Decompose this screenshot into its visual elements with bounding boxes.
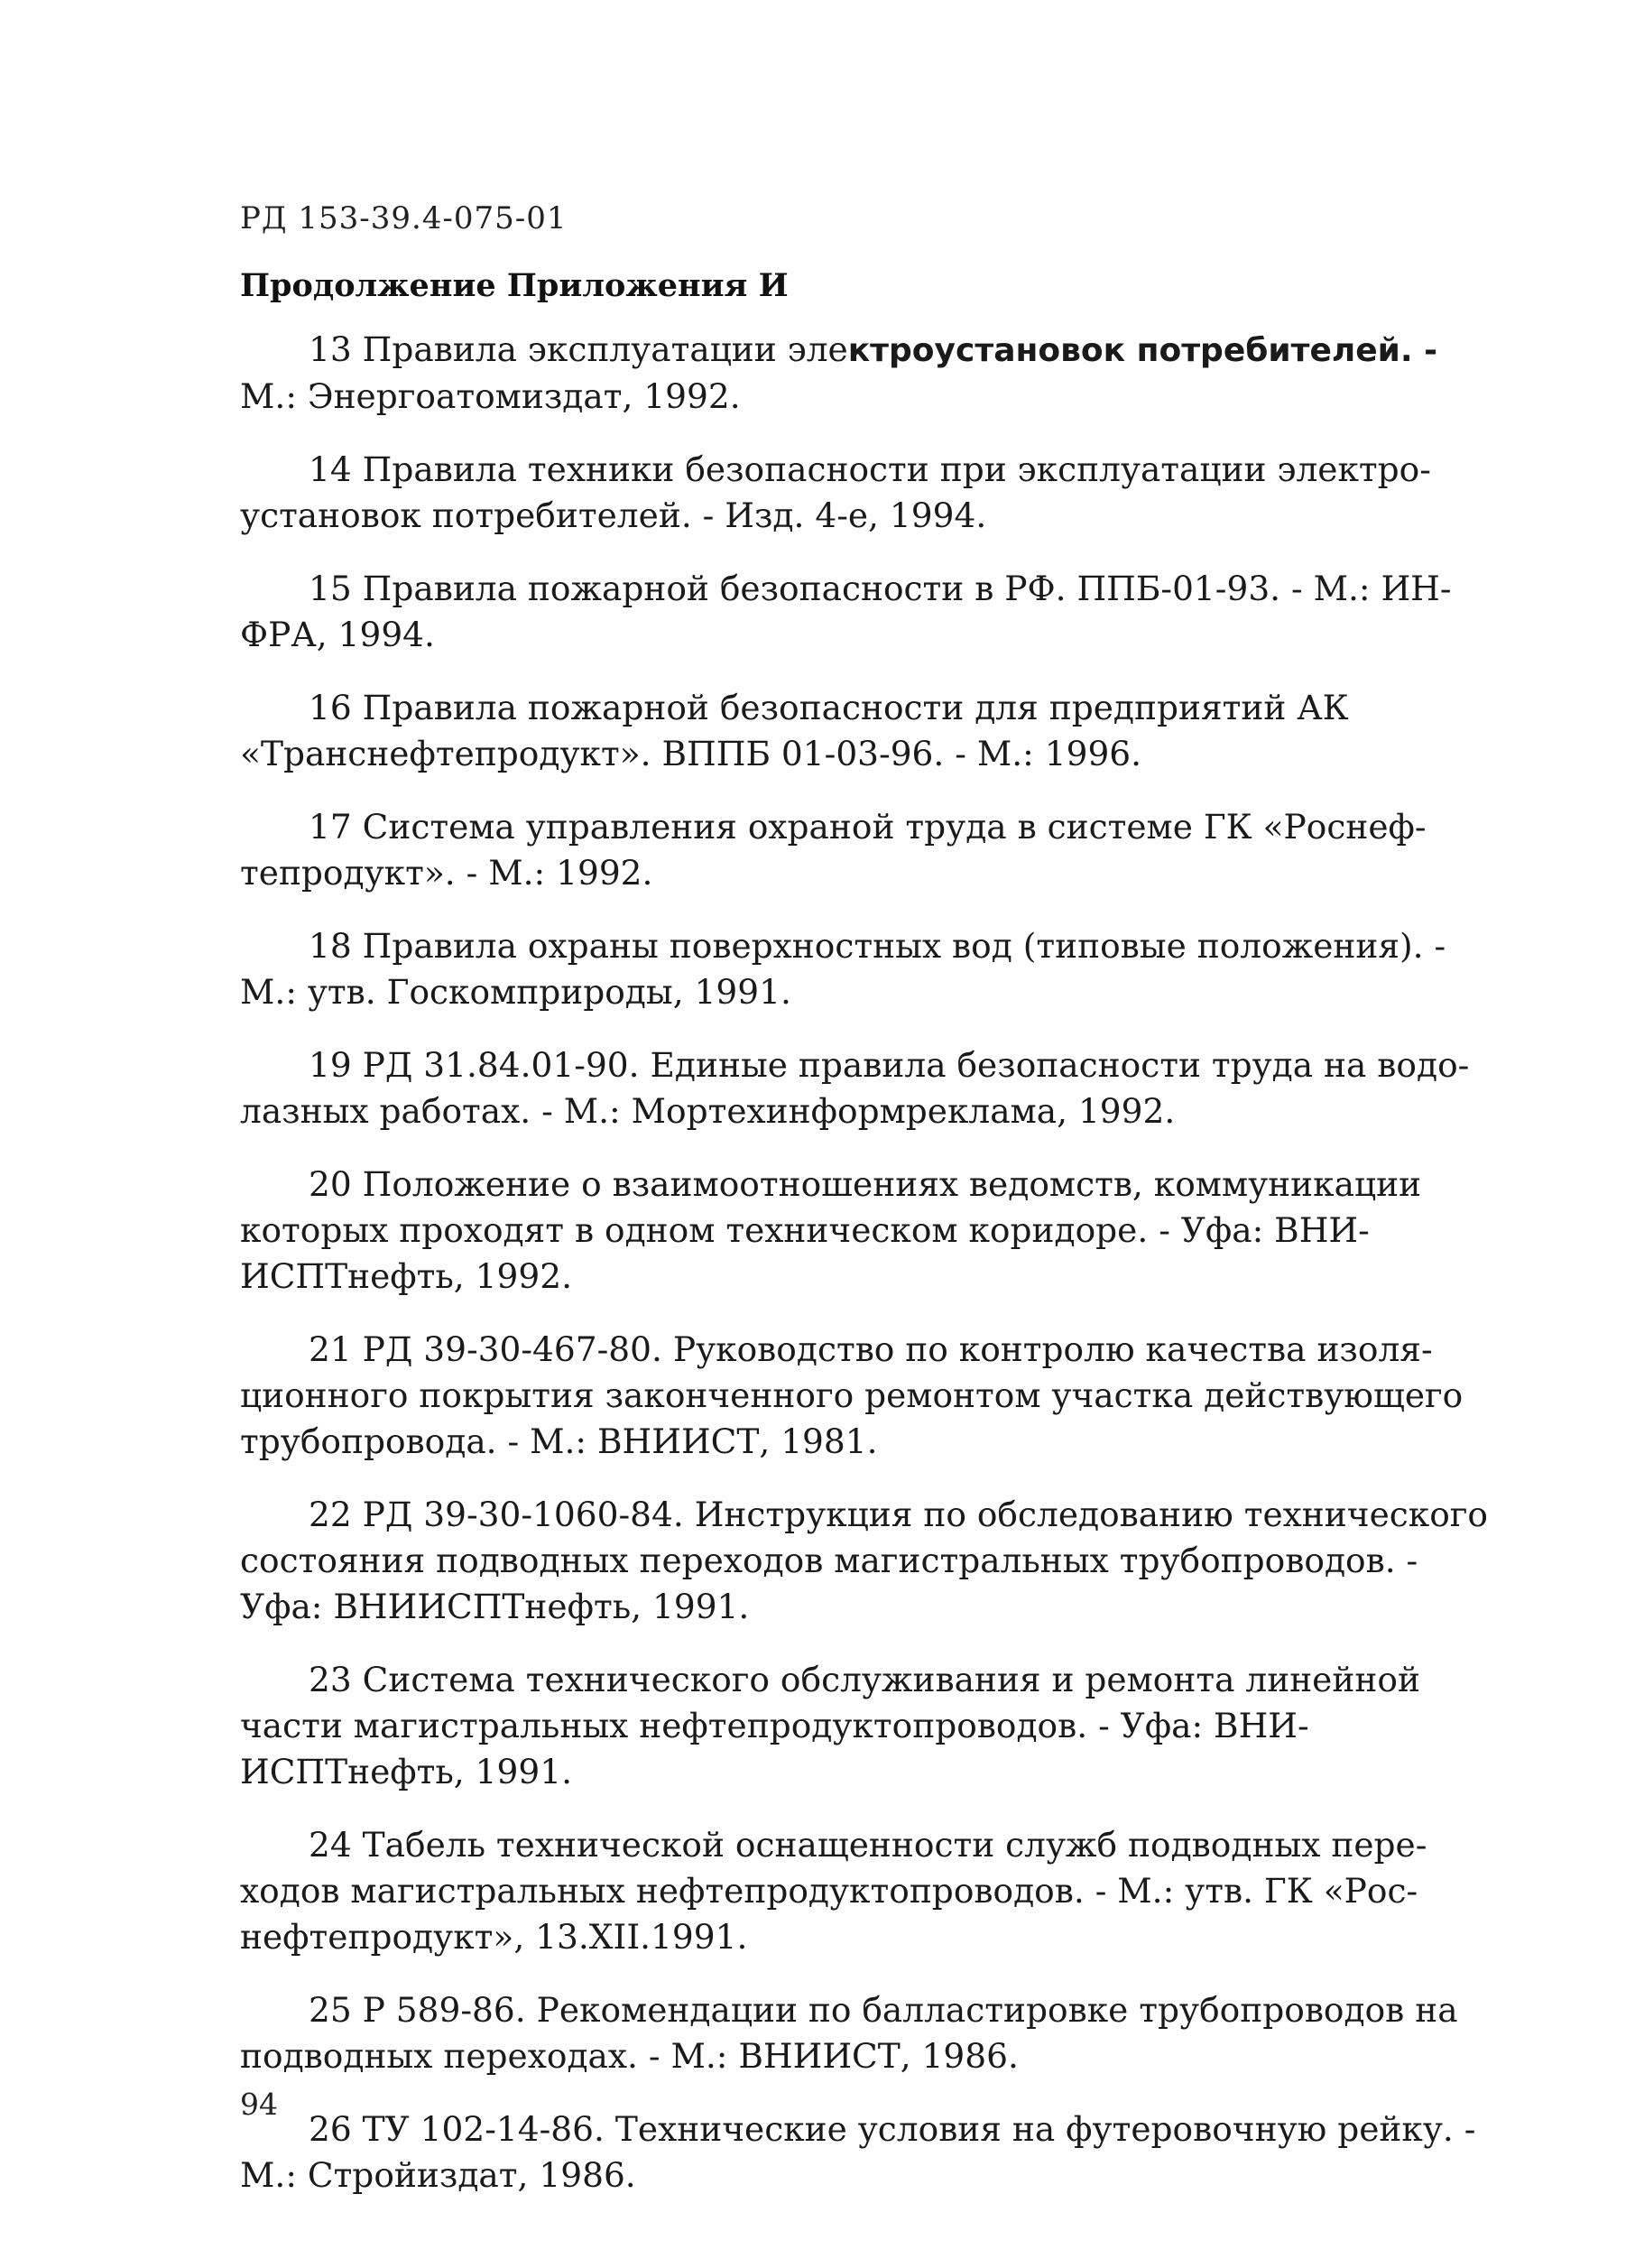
reference-line: части магистральных нефтепродуктопроводов. - Уфа: ВНИ-: [240, 1706, 1309, 1745]
reference-line: ционного покрытия законченного ремонтом участка действующего: [240, 1375, 1464, 1415]
reference-item: [240, 804, 1427, 896]
reference-item: [240, 685, 1422, 777]
reference-item: [240, 1327, 1464, 1465]
reference-item: [240, 1822, 1427, 1960]
reference-line: лазных работах. - М.: Мортехинформреклама, 1992.: [240, 1091, 1176, 1131]
reference-line: подводных переходах. - М.: ВНИИСТ, 1986.: [240, 2036, 1019, 2076]
reference-item: [240, 447, 1431, 539]
reference-list: [240, 327, 1489, 2226]
reference-item: [240, 1657, 1422, 1795]
reference-item: [240, 566, 1452, 658]
reference-line: ходов магистральных нефтепродуктопроводов. - М.: утв. ГК «Рос-: [240, 1871, 1418, 1911]
section-title: Продолжение Приложения И: [240, 267, 789, 304]
reference-line: ИСПТнефть, 1992.: [240, 1256, 573, 1296]
reference-line: 16 Правила пожарной безопасности для предприятий АК: [309, 688, 1349, 727]
reference-line: 26 ТУ 102-14-86. Технические условия на футеровочную рейку. -: [309, 2109, 1476, 2149]
reference-line: 21 РД 39-30-467-80. Руководство по контролю качества изоля-: [309, 1329, 1433, 1369]
reference-line: 13 Правила эксплуатации электроустановок потребителей. -: [309, 329, 1438, 369]
reference-item: [240, 327, 1438, 420]
reference-line: тепродукт». - М.: 1992.: [240, 853, 653, 893]
reference-item: [240, 923, 1446, 1015]
reference-line: трубопровода. - М.: ВНИИСТ, 1981.: [240, 1421, 878, 1461]
document-code: РД 153-39.4-075-01: [240, 200, 568, 236]
reference-line: 17 Система управления охраной труда в системе ГК «Роснеф-: [309, 807, 1427, 847]
reference-line: 15 Правила пожарной безопасности в РФ. ППБ-01-93. - М.: ИН-: [309, 569, 1452, 608]
reference-line: М.: утв. Госкомприроды, 1991.: [240, 972, 791, 1012]
reference-line: 20 Положение о взаимоотношениях ведомств, коммуникации: [309, 1164, 1422, 1204]
reference-line: 14 Правила техники безопасности при эксплуатации электро-: [309, 449, 1431, 489]
reference-line: 23 Система технического обслуживания и ремонта линейной: [309, 1660, 1420, 1699]
reference-line: 24 Табель технической оснащенности служб подводных пере-: [309, 1825, 1427, 1865]
reference-item: [240, 1492, 1489, 1630]
reference-line: М.: Стройиздат, 1986.: [240, 2155, 636, 2195]
reference-line: 25 Р 589-86. Рекомендации по балластировке трубопроводов на: [309, 1990, 1458, 2030]
reference-line: 22 РД 39-30-1060-84. Инструкция по обследованию технического: [309, 1495, 1489, 1534]
reference-line: «Транснефтепродукт». ВППБ 01-03-96. - М.: 1996.: [240, 734, 1142, 773]
reference-line: ИСПТнефть, 1991.: [240, 1752, 573, 1791]
reference-line: ФРА, 1994.: [240, 615, 435, 654]
reference-item: [240, 1987, 1458, 2079]
reference-line: нефтепродукт», 13.XII.1991.: [240, 1917, 748, 1957]
reference-line: 19 РД 31.84.01-90. Единые правила безопасности труда на водо-: [309, 1045, 1470, 1085]
reference-line: М.: Энергоатомиздат, 1992.: [240, 376, 741, 416]
reference-line: которых проходят в одном техническом коридоре. - Уфа: ВНИ-: [240, 1210, 1370, 1250]
reference-line: установок потребителей. - Изд. 4-е, 1994.: [240, 495, 987, 535]
reference-line: 18 Правила охраны поверхностных вод (типовые положения). -: [309, 926, 1446, 966]
reference-line: состояния подводных переходов магистральных трубопроводов. -: [240, 1541, 1418, 1580]
reference-item: [240, 1162, 1422, 1300]
reference-line: Уфа: ВНИИСПТнефть, 1991.: [240, 1587, 750, 1626]
reference-item: [240, 1042, 1470, 1134]
page-number: 94: [240, 2087, 278, 2122]
reference-item: [240, 2106, 1476, 2199]
